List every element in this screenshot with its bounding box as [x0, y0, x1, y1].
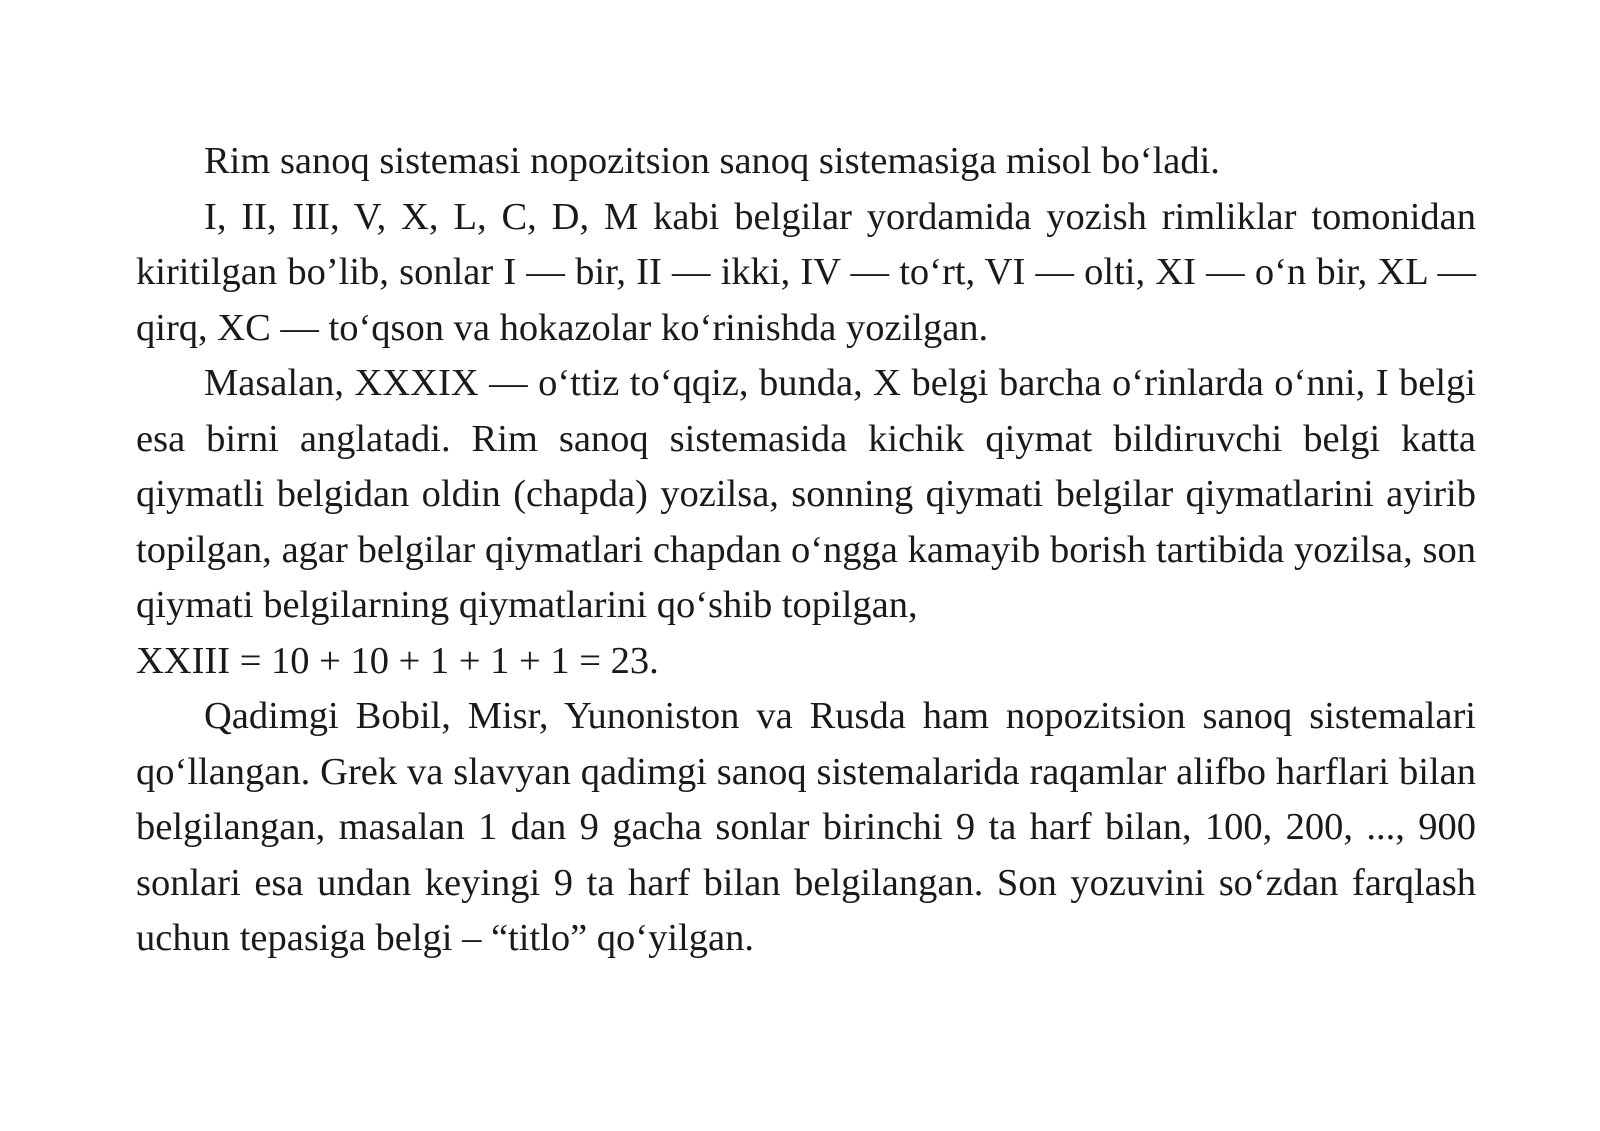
paragraph-roman-example — [136, 356, 1476, 689]
paragraph-ancient-systems — [136, 689, 1476, 967]
formula-line: XXIII = 10 + 10 + 1 + 1 + 1 = 23. — [136, 639, 659, 682]
paragraph-text: I, II, III, V, X, L, C, D, M kabi belgilar yordamida yozish rimliklar tomonidan kiritilgan bo’lib, sonlar I — bir, II — ikki, IV — to‘rt, VI — olti, XI — o‘n bir, XL — qirq, XC — to‘qson va hokazolar ko‘rinishda yozilgan. — [136, 195, 1476, 349]
paragraph-text: Qadimgi Bobil, Misr, Yunoniston va Rusda ham nopozitsion sanoq sistemalari qo‘llangan. Grek va slavyan qadimgi sanoq sistemalarida raqamlar alifbo harflari bilan belgilangan, masalan 1 dan 9 gacha sonlar birinchi 9 ta harf bilan, 100, 200, ..., 900 sonlari esa undan keyingi 9 ta harf bilan belgilangan. Son yozuvini so‘zdan farqlash uchun tepasiga belgi – “titlo” qo‘yilgan. — [136, 695, 1476, 959]
paragraph-text: Masalan, XXXIX — o‘ttiz to‘qqiz, bunda, X belgi barcha o‘rinlarda o‘nni, I belgi esa birni anglatadi. Rim sanoq sistemasida kichik qiymat bildiruvchi belgi katta qiymatli belgidan oldin (chapda) yozilsa, sonning qiymati belgilar qiymatlarini ayirib topilgan, agar belgilar qiymatlari chapdan o‘ngga kamayib borish tartibida yozilsa, son qiymati belgilarning qiymatlarini qo‘shib topilgan, — [136, 362, 1476, 626]
paragraph-roman-symbols — [136, 190, 1476, 357]
body-text — [136, 134, 1476, 967]
paragraph-text: Rim sanoq sistemasi nopozitsion sanoq sistemasiga misol bo‘ladi. — [204, 140, 1220, 182]
paragraph-roman-intro — [136, 134, 1476, 190]
